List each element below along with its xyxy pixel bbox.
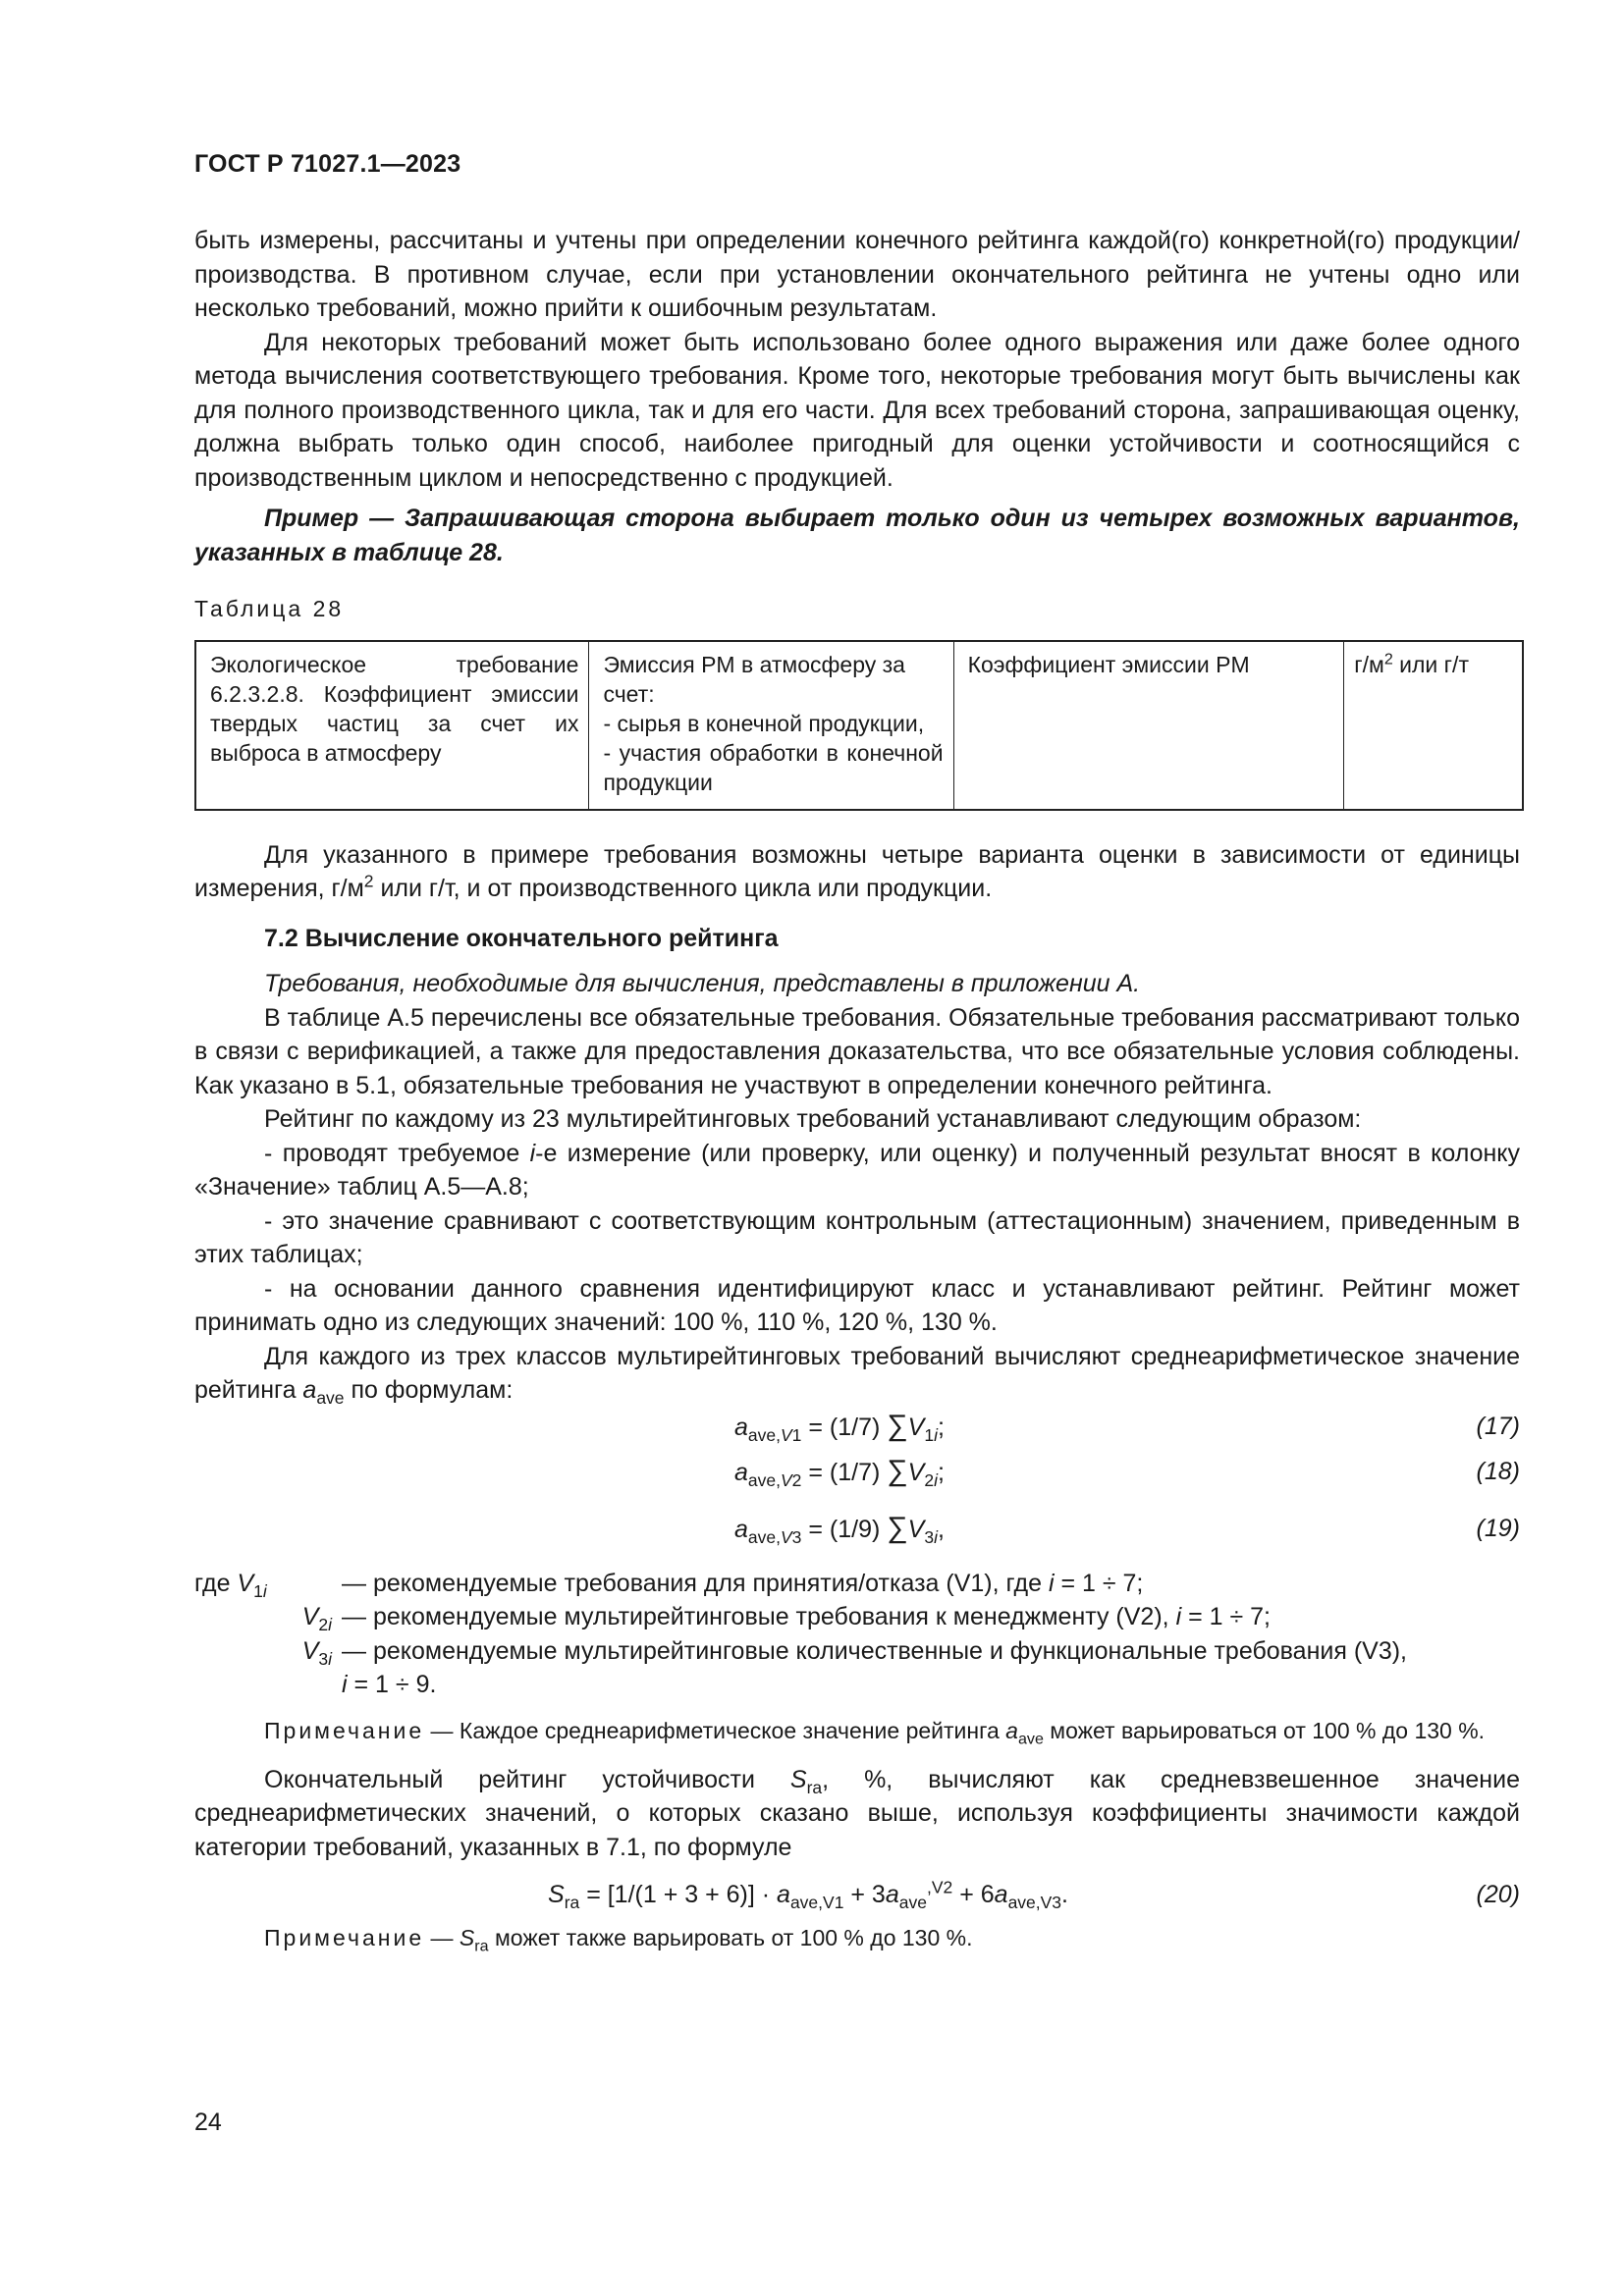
note — [194, 1923, 1520, 1955]
list-item — [194, 1137, 1520, 1204]
symbol: V — [301, 1603, 319, 1630]
paragraph: Для некоторых требований может быть использовано более одного выражения или даже более одного метода вычисления соответствующего требования. Кроме того, некоторые требования могут быть вычислены как для полного производственного цикла, так и для его части. Для всех требований сторона, запрашивающая оценку, должна выбрать только один способ, наиболее пригодный для оценки устойчивости и соотносящийся с производственным циклом и непосредственно с продукцией. — [194, 328, 1520, 492]
text: ; — [937, 1458, 945, 1486]
text: i — [529, 1139, 536, 1167]
where-row — [194, 1634, 1520, 1702]
subscript: ave — [898, 1893, 927, 1912]
symbol: a — [734, 1413, 748, 1441]
paragraph — [194, 838, 1520, 906]
cell-line: - участия обработки в конечной продукции — [603, 739, 944, 795]
where-description — [342, 1600, 1520, 1634]
text: - проводят требуемое — [264, 1139, 530, 1167]
superscript: ,V2 — [926, 1877, 953, 1897]
symbol: i — [1175, 1603, 1182, 1630]
example-paragraph: Пример — Запрашивающая сторона выбирает только один из четырех возможных вариантов, указанных в таблице 28. — [194, 505, 1520, 566]
paragraph: В таблице А.5 перечислены все обязательные требования. Обязательные требования рассматривают только в связи с верификацией, а также для предоставления доказательства, что все обязательные условия соблюдены. Как указано в 5.1, обязательные требования не участвуют в определении конечного рейтинга. — [194, 1003, 1520, 1099]
where-symbol — [194, 1567, 342, 1601]
formula-body — [734, 1512, 945, 1547]
cell-text: или г/т — [1392, 651, 1469, 677]
formula-18 — [194, 1449, 1520, 1504]
text: Для указанного в примере требования возможны четыре варианта оценки в зависимости от единицы измерения, г/м — [194, 840, 1520, 902]
table-28 — [194, 640, 1524, 811]
subscript: ave, — [747, 1469, 781, 1490]
formula-number: (20) — [1476, 1881, 1520, 1908]
text: = (1/7) — [801, 1458, 888, 1486]
text: , %, вычисляют как средневзвешенное значение среднеарифметических значений, о которых сказано выше, используя коэффициенты значимости каждой категории требований, указанных в 7.1, по формуле — [194, 1765, 1520, 1861]
table-caption: Таблица 28 — [194, 596, 345, 621]
subscript: ave — [1017, 1730, 1044, 1748]
text: = (1/9) — [801, 1515, 888, 1543]
symbol: V — [907, 1413, 925, 1441]
subscript: 2 — [791, 1469, 802, 1490]
subscript: 3 — [924, 1526, 935, 1547]
table-row — [195, 641, 1523, 810]
where-row — [194, 1600, 1520, 1634]
symbol: S — [548, 1881, 565, 1908]
subscript: ave, — [747, 1526, 781, 1547]
cell-text: Коэффициент эмиссии PM — [967, 651, 1250, 677]
text: — Каждое среднеарифметическое значение рейтинга — [424, 1717, 1006, 1743]
subscript: 3 — [318, 1648, 329, 1669]
text: Для каждого из трех классов мультирейтинговых требований вычисляют среднеарифметическое значение рейтинга — [194, 1342, 1520, 1404]
subscript: 1 — [924, 1424, 935, 1445]
formula-20 — [194, 1870, 1520, 1921]
subscript: i — [328, 1648, 332, 1669]
superscript: 2 — [363, 871, 374, 891]
symbol: a — [994, 1881, 1008, 1908]
subscript: 1 — [253, 1580, 263, 1601]
formula-number: (19) — [1476, 1514, 1520, 1542]
document-body — [194, 224, 1520, 1955]
formula-body — [734, 1455, 945, 1490]
cell-line: Эмиссия PM в атмосферу за счет: — [603, 651, 905, 707]
text: = 1 ÷ 7; — [1181, 1603, 1271, 1630]
page-number: 24 — [194, 2109, 222, 2136]
formula-number: (18) — [1476, 1457, 1520, 1485]
where-description — [342, 1567, 1520, 1601]
where-symbol — [194, 1600, 342, 1634]
section-title: 7.2 Вычисление окончательного рейтинга — [264, 924, 779, 952]
symbol: a — [777, 1881, 790, 1908]
subscript: i — [262, 1580, 267, 1601]
formula-body — [734, 1410, 945, 1445]
document-header: ГОСТ Р 71027.1—2023 — [194, 150, 461, 178]
sum-symbol: ∑ — [887, 1511, 908, 1544]
symbol: V — [907, 1515, 925, 1543]
text: — рекомендуемые мультирейтинговые количественные и функциональные требования (V3), — [342, 1636, 1407, 1665]
sum-symbol: ∑ — [887, 1454, 908, 1487]
sum-symbol: ∑ — [887, 1409, 908, 1442]
subscript: ave,V1 — [789, 1893, 844, 1912]
subscript: ra — [564, 1893, 580, 1912]
text: или г/т, и от производственного цикла или продукции. — [373, 875, 993, 902]
symbol: V — [301, 1636, 319, 1665]
subscript: V — [780, 1424, 792, 1445]
paragraph — [194, 1763, 1520, 1865]
where-symbol — [194, 1634, 342, 1702]
superscript: 2 — [1383, 649, 1393, 667]
table-cell — [589, 641, 953, 810]
symbol: V — [237, 1569, 254, 1597]
subscript: 2 — [318, 1615, 329, 1634]
text: + 3 — [843, 1881, 886, 1908]
where-list — [194, 1567, 1520, 1702]
text: по формулам: — [344, 1376, 514, 1404]
subscript: i — [934, 1469, 938, 1490]
where-description — [342, 1634, 1520, 1702]
table-cell — [195, 641, 589, 810]
subscript: 3 — [791, 1526, 802, 1547]
text: = 1 ÷ 9. — [347, 1671, 437, 1698]
subscript: ave,V3 — [1007, 1893, 1062, 1912]
subscript: 2 — [924, 1469, 935, 1490]
text: Окончательный рейтинг устойчивости — [264, 1765, 790, 1793]
paragraph: быть измерены, рассчитаны и учтены при определении конечного рейтинга каждой(го) конкретной(го) продукции/производства. В противном случае, если при установлении окончательного рейтинга не учтены одно или несколько требований, можно прийти к ошибочным результатам. — [194, 227, 1520, 322]
subscript: 1 — [791, 1424, 802, 1445]
list-item: - на основании данного сравнения идентифицируют класс и устанавливают рейтинг. Рейтинг может принимать одно из следующих значений: 100 %, 110 %, 120 %, 130 %. — [194, 1274, 1520, 1336]
text: может также варьировать от 100 % до 130 %. — [488, 1925, 973, 1950]
text: -е измерение (или проверку, или оценку) и полученный результат вносят в колонку «Значение» таблиц А.5—А.8; — [194, 1139, 1520, 1201]
symbol: i — [1048, 1569, 1055, 1597]
subscript: i — [934, 1424, 938, 1445]
text: + 6 — [952, 1881, 995, 1908]
formula-17 — [194, 1404, 1520, 1447]
cell-text: Экологическое требование 6.2.3.2.8. Коэффициент эмиссии твердых частиц за счет их выброса в атмосферу — [210, 651, 579, 766]
symbol: V — [907, 1458, 925, 1486]
text: = 1 ÷ 7; — [1054, 1569, 1144, 1597]
symbol: S — [459, 1925, 475, 1950]
subscript: i — [328, 1615, 332, 1634]
symbol: a — [734, 1458, 748, 1486]
text: . — [1061, 1881, 1068, 1908]
subscript: ra — [474, 1937, 489, 1955]
formula-19 — [194, 1506, 1520, 1561]
where-row — [194, 1567, 1520, 1601]
italic-paragraph: Требования, необходимые для вычисления, представлены в приложении А. — [264, 970, 1141, 997]
text: где — [194, 1569, 238, 1597]
list-item: - это значение сравнивают с соответствующим контрольным (аттестационным) значением, приведенным в этих таблицах; — [194, 1206, 1520, 1268]
formula-number: (17) — [1476, 1412, 1520, 1440]
note-label: Примечание — [264, 1717, 425, 1743]
text: — рекомендуемые требования для принятия/отказа (V1), где — [342, 1569, 1049, 1597]
symbol: a — [885, 1881, 899, 1908]
symbol: a — [1005, 1717, 1018, 1743]
note-label: Примечание — [264, 1925, 425, 1950]
text: может варьироваться от 100 % до 130 %. — [1043, 1717, 1486, 1743]
subscript: ra — [806, 1777, 823, 1797]
note — [194, 1716, 1520, 1748]
paragraph: Рейтинг по каждому из 23 мультирейтинговых требований устанавливают следующим образом: — [264, 1105, 1362, 1133]
symbol: a — [302, 1376, 317, 1404]
subscript: V — [780, 1526, 792, 1547]
text: — — [424, 1925, 460, 1950]
formula-body — [548, 1878, 1068, 1912]
text: = [1/(1 + 3 + 6)] · — [579, 1881, 778, 1908]
text: , — [937, 1515, 945, 1543]
symbol: a — [734, 1515, 748, 1543]
text: ; — [937, 1413, 945, 1441]
subscript: ave, — [747, 1424, 781, 1445]
paragraph — [194, 1340, 1520, 1408]
table-cell — [953, 641, 1344, 810]
subscript: ave — [316, 1388, 345, 1408]
symbol: i — [342, 1671, 348, 1698]
text: = (1/7) — [801, 1413, 888, 1441]
symbol: S — [789, 1765, 807, 1793]
cell-text: г/м — [1354, 651, 1384, 677]
subscript: V — [780, 1469, 792, 1490]
subscript: i — [934, 1526, 938, 1547]
cell-line: - сырья в конечной продукции, — [603, 710, 925, 736]
text: — рекомендуемые мультирейтинговые требования к менеджменту (V2), — [342, 1603, 1176, 1630]
table-cell — [1344, 641, 1523, 810]
